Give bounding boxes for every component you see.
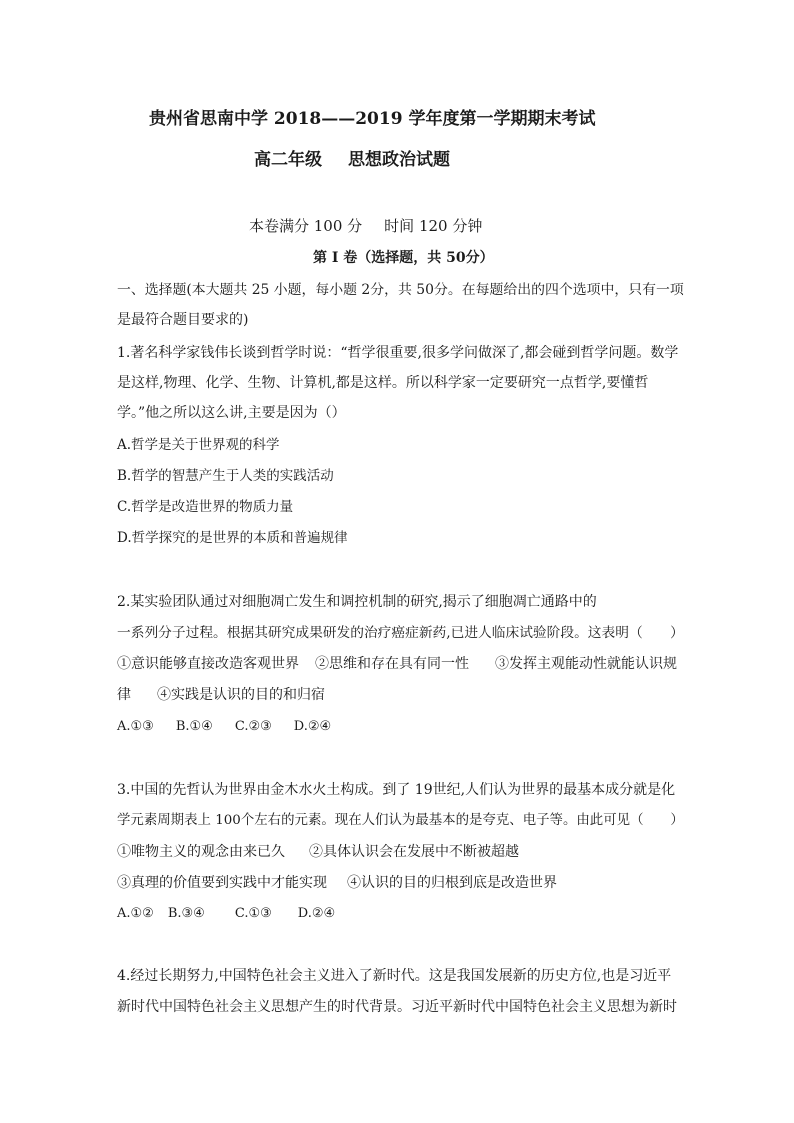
- q3-statement-3: ③真理的价值要到实践中才能实现: [117, 875, 327, 891]
- q3-choice-b: B.③④: [167, 906, 205, 921]
- full-score: 本卷满分 100 分: [249, 217, 363, 235]
- q4-stem-line-2: 新时代中国特色社会主义思想产生的时代背景。习近平新时代中国特色社会主义思想为新时: [117, 999, 677, 1015]
- q3-statement-4: ④认识的目的归根到底是改造世界: [347, 875, 557, 891]
- q2-statement-1: ①意识能够直接改造客观世界: [117, 656, 299, 672]
- q2-choices: [117, 718, 331, 736]
- q2-stem-line-2: 一系列分子过程。根据其研究成果研发的治疗癌症新药,已进人临床试验阶段。这表明（ ）: [117, 625, 684, 641]
- q3-statements-line-1: [117, 843, 519, 861]
- q1-option-a: A.哲学是关于世界观的科学: [117, 437, 280, 453]
- q2-choice-b: B.①④: [175, 719, 213, 734]
- exam-title: 贵州省思南中学 2018——2019 学年度第一学期期末考试: [149, 109, 596, 129]
- time-limit: 时间 120 分钟: [384, 217, 483, 235]
- q3-stem-line-1: 3.中国的先哲认为世界由金木水火土构成。到了 19世纪,人们认为世界的最基本成分就是化: [117, 782, 676, 798]
- q3-statement-2: ②具体认识会在发展中不断被超越: [309, 844, 519, 860]
- q3-choice-d: D.②④: [297, 906, 336, 921]
- part-heading: 第 I 卷（选择题，共 50分）: [313, 250, 494, 266]
- q1-stem-line-1: 1.著名科学家钱伟长谈到哲学时说：“哲学很重要,很多学问做深了,都会碰到哲学问题。数学: [117, 345, 679, 361]
- q1-stem-line-3: 学。”他之所以这么讲,主要是因为（）: [117, 405, 346, 421]
- section-intro-line-2: 是最符合题目要求的): [117, 312, 249, 328]
- q3-stem-line-2: 学元素周期表上 100个左右的元素。现在人们认为最基本的是夸克、电子等。由此可见（ ）: [117, 813, 684, 828]
- q3-choice-c: C.①③: [234, 906, 272, 921]
- exam-grade: [254, 149, 450, 171]
- q2-choice-a: A.①③: [117, 719, 154, 734]
- subject-label: 思想政治试题: [348, 150, 450, 170]
- q3-choice-a: A.①②: [117, 906, 154, 921]
- q2-statement-3: ③发挥主观能动性就能认识规: [495, 656, 677, 672]
- q2-stem-line-1: 2.某实验团队通过对细胞凋亡发生和调控机制的研究,揭示了细胞凋亡通路中的: [117, 594, 597, 610]
- q2-statement-2: ②思维和存在具有同一性: [315, 656, 469, 672]
- section-intro-line-1: 一、选择题(本大题共 25 小题，每小题 2分，共 50分。在每题给出的四个选项中，只有一项: [117, 282, 684, 298]
- q1-option-b: B.哲学的智慧产生于人类的实践活动: [117, 468, 334, 484]
- q3-statement-1: ①唯物主义的观念由来已久: [117, 844, 285, 860]
- q4-stem-line-1: 4.经过长期努力,中国特色社会主义进入了新时代。这是我国发展新的历史方位,也是习近平: [117, 968, 672, 984]
- q2-choice-c: C.②③: [234, 719, 272, 734]
- q2-statements-line-2: [117, 686, 325, 704]
- q1-stem-line-2: 是这样,物理、化学、生物、计算机,都是这样。所以科学家一定要研究一点哲学,要懂哲: [117, 375, 649, 391]
- q2-statements-line-1: [117, 655, 677, 673]
- q2-statement-4: ④实践是认识的目的和归宿: [157, 687, 325, 703]
- q2-statement-3-cont: 律: [117, 687, 131, 703]
- q3-statements-line-2: [117, 874, 557, 892]
- exam-meta: [249, 216, 482, 236]
- q1-option-c: C.哲学是改造世界的物质力量: [117, 499, 294, 515]
- q2-choice-d: D.②④: [293, 719, 332, 734]
- grade-label: 高二年级: [254, 150, 322, 170]
- q3-choices: [117, 905, 335, 923]
- q1-option-d: D.哲学探究的是世界的本质和普遍规律: [117, 530, 348, 546]
